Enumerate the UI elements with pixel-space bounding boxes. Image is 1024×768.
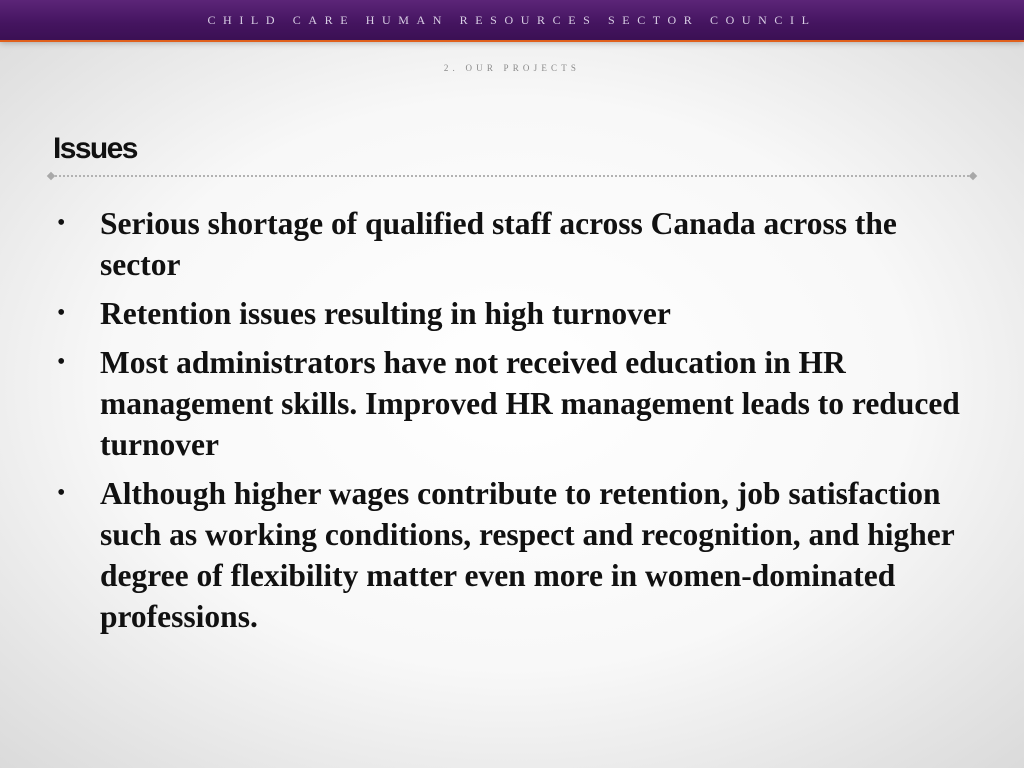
bullet-icon: •: [57, 300, 66, 326]
bullet-list: [55, 203, 975, 645]
header-accent-line: [0, 40, 1024, 42]
divider-diamond-right-icon: [969, 172, 977, 180]
bullet-icon: •: [57, 480, 66, 506]
bullet-icon: •: [57, 210, 66, 236]
bullet-item: [55, 203, 975, 285]
divider-diamond-left-icon: [47, 172, 55, 180]
section-label: 2. OUR PROJECTS: [443, 63, 581, 73]
bullet-text: Although higher wages contribute to retention, job satisfaction such as working conditions, respect and recognition, and higher degree of flexibility matter even more in women-dominated professions.: [100, 476, 955, 634]
divider-dotted-line: [52, 175, 972, 177]
header-bar: [0, 0, 1024, 40]
bullet-text: Serious shortage of qualified staff across Canada across the sector: [100, 206, 897, 282]
bullet-icon: •: [57, 349, 66, 375]
bullet-text: Retention issues resulting in high turnover: [100, 296, 671, 331]
organization-name: CHILD CARE HUMAN RESOURCES SECTOR COUNCIL: [207, 13, 817, 27]
title-divider: [48, 172, 976, 180]
slide-title: Issues: [53, 132, 137, 165]
bullet-item: [55, 293, 975, 334]
bullet-text: Most administrators have not received education in HR management skills. Improved HR management leads to reduced turnover: [100, 345, 960, 462]
bullet-item: [55, 342, 975, 465]
bullet-item: [55, 473, 975, 637]
